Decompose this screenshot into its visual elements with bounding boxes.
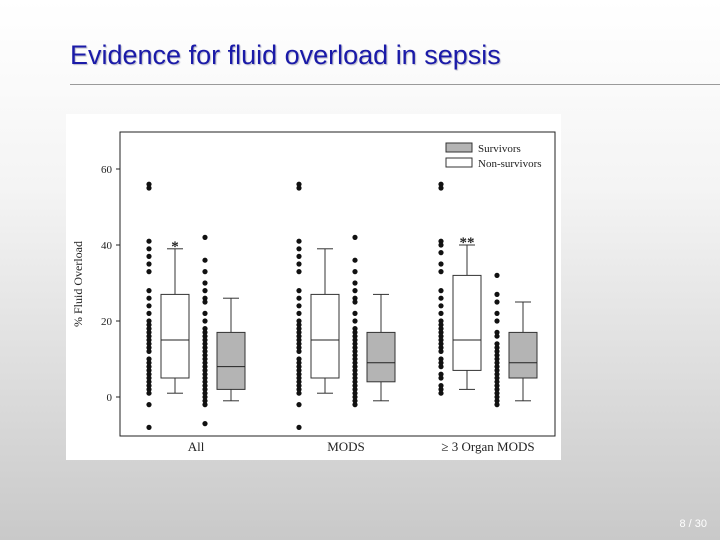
x-category-label: MODS <box>327 439 365 454</box>
data-point <box>146 261 151 266</box>
data-point <box>146 349 151 354</box>
data-point <box>202 421 207 426</box>
data-point <box>296 425 301 430</box>
non-survivors-group-3 <box>438 182 481 396</box>
survivors-group-3 <box>494 273 537 407</box>
data-point <box>352 402 357 407</box>
y-tick-label: 40 <box>101 240 112 252</box>
data-point <box>296 391 301 396</box>
data-point <box>202 402 207 407</box>
data-point <box>352 280 357 285</box>
data-point <box>438 269 443 274</box>
significance-marker: ** <box>459 235 475 251</box>
slide-title: Evidence for fluid overload in sepsis <box>70 40 501 70</box>
data-point <box>296 269 301 274</box>
data-point <box>494 311 499 316</box>
series-layer <box>146 182 537 430</box>
data-point <box>146 246 151 251</box>
y-tick-label: 60 <box>101 164 112 176</box>
non-survivors-group-1 <box>146 182 189 430</box>
plot-frame <box>120 132 555 436</box>
legend <box>446 143 542 170</box>
data-point <box>296 239 301 244</box>
data-point <box>296 296 301 301</box>
legend-label: Survivors <box>478 143 521 155</box>
iqr-box <box>509 332 537 378</box>
data-point <box>146 254 151 259</box>
data-point <box>438 185 443 190</box>
data-point <box>352 318 357 323</box>
data-point <box>352 269 357 274</box>
data-point <box>296 288 301 293</box>
data-point <box>494 318 499 323</box>
data-point <box>438 364 443 369</box>
data-point <box>296 185 301 190</box>
y-axis-label: % Fluid Overload <box>71 241 85 327</box>
data-point <box>146 239 151 244</box>
legend-label: Non-survivors <box>478 158 542 170</box>
data-point <box>494 292 499 297</box>
data-point <box>146 425 151 430</box>
box-plot-chart <box>66 114 561 460</box>
data-point <box>146 185 151 190</box>
data-point <box>296 246 301 251</box>
iqr-box <box>367 332 395 381</box>
data-point <box>202 288 207 293</box>
data-point <box>438 391 443 396</box>
data-point <box>146 391 151 396</box>
iqr-box <box>161 294 189 378</box>
data-point <box>146 288 151 293</box>
x-axis <box>188 439 535 454</box>
legend-swatch <box>446 158 472 167</box>
data-point <box>202 235 207 240</box>
data-point <box>296 349 301 354</box>
data-point <box>202 269 207 274</box>
annotation-layer <box>171 235 474 255</box>
data-point <box>352 299 357 304</box>
iqr-box <box>453 275 481 370</box>
data-point <box>296 254 301 259</box>
data-point <box>494 334 499 339</box>
data-point <box>296 303 301 308</box>
data-point <box>146 296 151 301</box>
data-point <box>438 261 443 266</box>
y-axis <box>101 164 120 404</box>
data-point <box>296 261 301 266</box>
survivors-group-1 <box>202 235 245 426</box>
data-point <box>352 311 357 316</box>
non-survivors-group-2 <box>296 182 339 430</box>
y-tick-label: 20 <box>101 316 112 328</box>
survivors-group-2 <box>352 235 395 407</box>
data-point <box>202 280 207 285</box>
iqr-box <box>217 332 245 389</box>
page-number: 8 / 30 <box>679 518 707 530</box>
title-divider <box>70 84 720 85</box>
chart-panel <box>66 114 561 460</box>
data-point <box>494 273 499 278</box>
data-point <box>352 235 357 240</box>
data-point <box>438 349 443 354</box>
data-point <box>202 258 207 263</box>
data-point <box>352 258 357 263</box>
legend-swatch <box>446 143 472 152</box>
data-point <box>296 311 301 316</box>
x-category-label: All <box>187 439 205 454</box>
data-point <box>438 375 443 380</box>
data-point <box>296 402 301 407</box>
data-point <box>494 402 499 407</box>
data-point <box>202 318 207 323</box>
iqr-box <box>311 294 339 378</box>
data-point <box>146 402 151 407</box>
data-point <box>352 288 357 293</box>
data-point <box>146 303 151 308</box>
y-tick-label: 0 <box>106 392 112 404</box>
data-point <box>494 299 499 304</box>
data-point <box>438 303 443 308</box>
data-point <box>438 250 443 255</box>
data-point <box>146 269 151 274</box>
data-point <box>202 299 207 304</box>
significance-marker: * <box>171 238 179 255</box>
data-point <box>438 296 443 301</box>
data-point <box>438 242 443 247</box>
data-point <box>438 311 443 316</box>
data-point <box>202 311 207 316</box>
data-point <box>146 311 151 316</box>
data-point <box>438 288 443 293</box>
x-category-label: ≥ 3 Organ MODS <box>441 439 535 454</box>
